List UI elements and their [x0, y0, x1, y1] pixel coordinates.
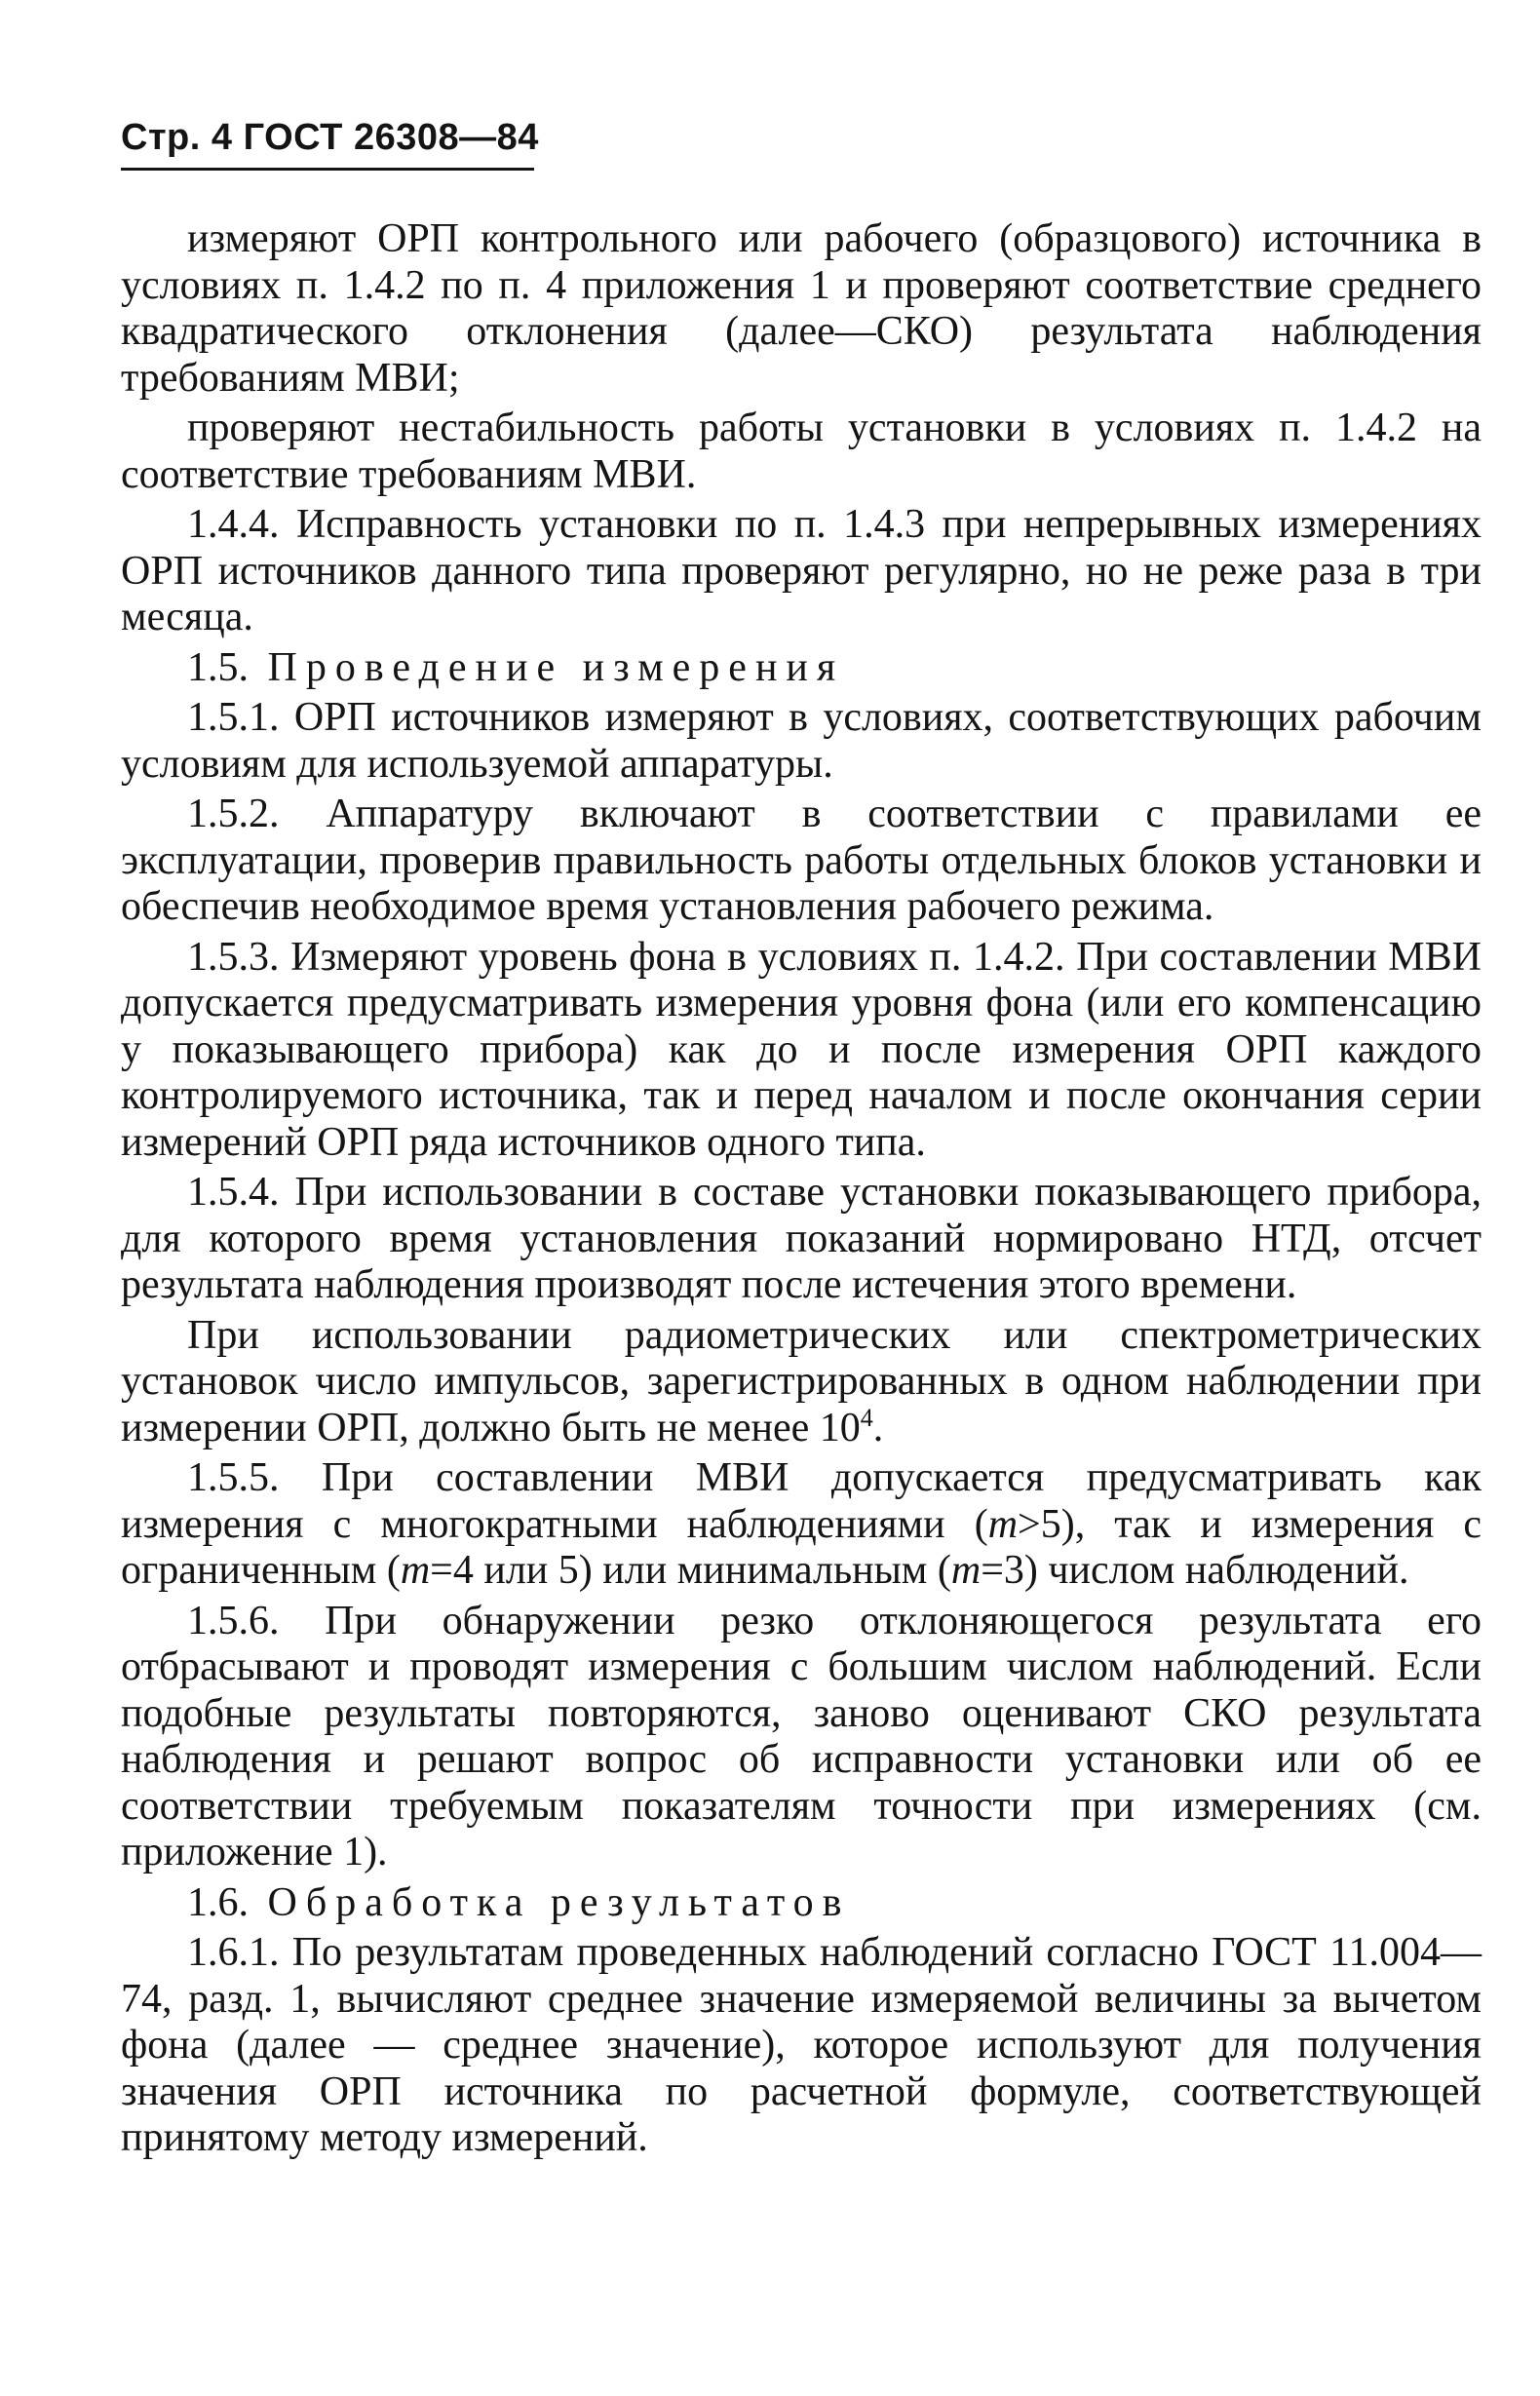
standard-designation: ГОСТ 26308—84: [243, 117, 539, 158]
clause-1-5-5-part-a: 1.5.5. При составлении МВИ допускается предусматривать как измерения с многократными наблюдениями (: [121, 1455, 1482, 1547]
paragraph-pulse-count: [121, 1313, 1482, 1452]
clause-1-5-5-part-b: >5), так и измерения с ограниченным (: [121, 1501, 1482, 1593]
clause-1-5-3: 1.5.3. Измеряют уровень фона в условиях п. 1.4.2. При составлении МВИ допускается предусматривать измерения уровня фона (или его компенсацию у показывающего прибора) как до и после измерения ОРП каждого контролируемого источника, так и перед началом и после окончания серии измерений ОРП ряда источников одного типа.: [121, 934, 1482, 1165]
variable-m: m: [400, 1548, 431, 1593]
paragraph-measure-control-source: измеряют ОРП контрольного или рабочего (образцового) источника в условиях п. 1.4.2 по п. 4 приложения 1 и проверяют соответствие среднего квадратического отклонения (далее—СКО) результата наблюдения требованиям МВИ;: [121, 216, 1482, 401]
variable-m: m: [987, 1501, 1019, 1547]
section-number-1-5: 1.5.: [187, 644, 249, 690]
clause-1-5-6: 1.5.6. При обнаружении резко отклоняющегося результата его отбрасывают и проводят измерения с большим числом наблюдений. Если подобные результаты повторяются, заново оценивают СКО результата наблюдения и решают вопрос об исправности установки или об ее соответствии требуемым показателям точности при измерениях (см. приложение 1).: [121, 1598, 1482, 1874]
clause-1-5-5-part-d: =3) числом наблюдений.: [981, 1548, 1409, 1593]
pulse-count-text: При использовании радиометрических или спектрометрических установок число импульсов, зарегистрированных в одном наблюдении при измерении ОРП, должно быть не менее 10: [121, 1312, 1482, 1450]
clause-1-5-2: 1.5.2. Аппаратуру включают в соответствии с правилами ее эксплуатации, проверив правильность работы отдельных блоков установки и обеспечив необходимое время установления рабочего режима.: [121, 792, 1482, 929]
clause-1-4-4: 1.4.4. Исправность установки по п. 1.4.3 при непрерывных измерениях ОРП источников данного типа проверяют регулярно, но не реже раза в три месяца.: [121, 502, 1482, 639]
header-rule: [121, 168, 534, 171]
page-number-label: Стр. 4: [121, 117, 233, 158]
section-heading-1-5: [121, 645, 1482, 692]
clause-1-6-1: 1.6.1. По результатам проведенных наблюдений согласно ГОСТ 11.004—74, разд. 1, вычисляют среднее значение измеряемой величины за вычетом фона (далее — среднее значение), которое используют для получения значения ОРП источника по расчетной формуле, соответствующей принятому методу измерений.: [121, 1930, 1482, 2160]
section-title-1-6: Обработка результатов: [267, 1879, 851, 1925]
paragraph-check-instability: проверяют нестабильность работы установки в условиях п. 1.4.2 на соответствие требованиям МВИ.: [121, 406, 1482, 497]
pulse-count-end: .: [872, 1405, 884, 1450]
clause-1-5-4: 1.5.4. При использовании в составе установки показывающего прибора, для которого время установления показаний нормировано НТД, отсчет результата наблюдения производят после истечения этого времени.: [121, 1170, 1482, 1307]
variable-m: m: [950, 1548, 982, 1593]
clause-1-5-1: 1.5.1. ОРП источников измеряют в условиях, соответствующих рабочим условиям для используемой аппаратуры.: [121, 695, 1482, 787]
section-number-1-6: 1.6.: [187, 1879, 249, 1925]
pulse-count-exponent: 4: [860, 1403, 873, 1432]
section-title-1-5: Проведение измерения: [267, 644, 845, 690]
running-header: [121, 117, 539, 159]
body-text: [121, 216, 1482, 2166]
section-heading-1-6: [121, 1880, 1482, 1927]
clause-1-5-5-part-c: =4 или 5) или минимальным (: [430, 1548, 951, 1593]
clause-1-5-5: [121, 1455, 1482, 1595]
